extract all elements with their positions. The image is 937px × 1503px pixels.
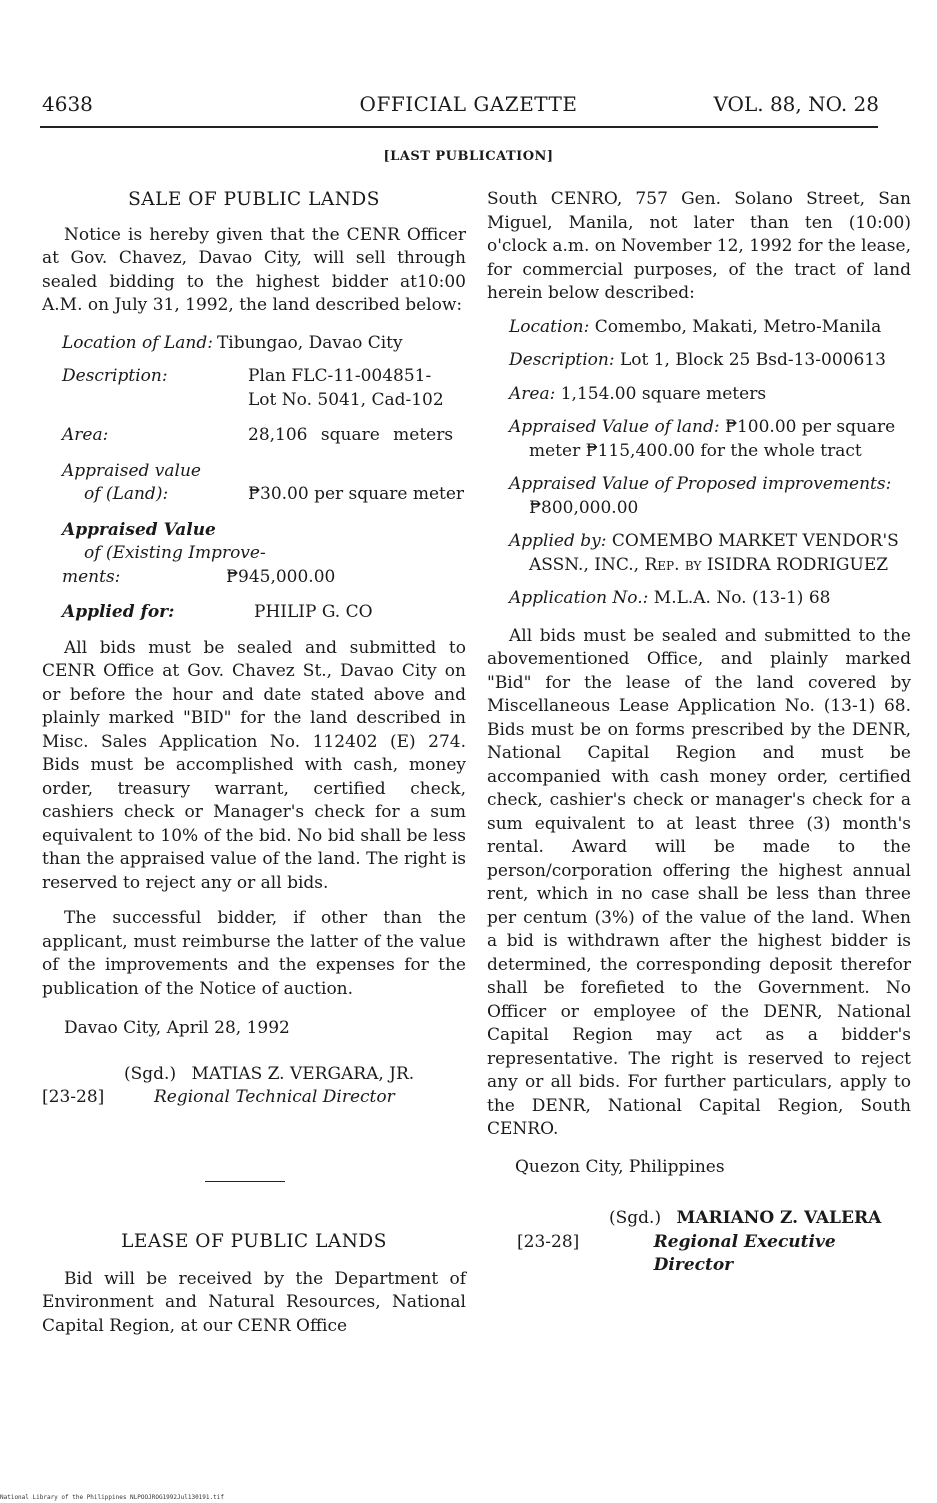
lease-description-row (487, 349, 911, 373)
lease-paragraph-1: All bids must be sealed and submitted to the abovementioned Office, and plainly marked "Bid" for the lease of the land covered by Miscellaneous Lease Application No. (13-1) 68. Bids must be on forms prescribed by the DENR, National Capital Region and must be accompanied with cash money order, certified check, cashier's check or manager's check for a sum equivalent to at least three (3) month's rental. Award will be made to the person/corporation offering the highest annual rent, which in no case shall be less than three per centum (3%) of the value of the land. When a bid is withdrawn after the highest bidder is determined, the corresponding deposit therefor shall be forefieted to the Government. No Officer or employee of the DENR, National Capital Region may act as a bidder's representative. The right is reserved to reject any or all bids. For further particulars, apply to the DENR, National Capital Region, South CENRO. (487, 625, 911, 1139)
lease-applied-row (487, 530, 911, 577)
sale-appraised-land-value: ₱30.00 per square meter (248, 484, 465, 504)
sale-appraised-land-label1: Appraised value (62, 460, 201, 481)
sale-signer: MATIAS Z. VERGARA, JR. (191, 1063, 415, 1084)
sale-appraised-land-row (42, 460, 466, 507)
last-publication-banner: [LAST PUBLICATION] (383, 149, 554, 164)
sale-title: SALE OF PUBLIC LANDS (128, 189, 380, 210)
lease-signer: MARIANO Z. VALERA (676, 1208, 882, 1228)
lease-appraised-land-value: ₱100.00 per square meter ₱115,400.00 for the whole tract (529, 417, 896, 461)
sale-paragraph-2: The successful bidder, if other than the applicant, must reimburse the latter of the value of the improvements and the expenses for the publication of the Notice of auction. (42, 908, 466, 999)
sale-location-value: Tibungao, Davao City (216, 332, 403, 353)
lease-applied-value: COMEMBO MARKET VENDOR'S ASSN., INC., Rep. by ISIDRA RODRIGUEZ (529, 531, 899, 575)
sale-location-label: Location of Land: (62, 332, 213, 353)
sale-signature-line (42, 1063, 466, 1087)
lease-applied-label: Applied by: (509, 531, 607, 551)
scan-footer: National Library of the Philippines NLPOOJROG1992Jul130191.tif (0, 1494, 224, 1501)
lease-intro-right: South CENRO, 757 Gen. Solano Street, San Miguel, Manila, not later than ten (10:00) o'clock a.m. on November 12, 1992 for the lease, for commercial purposes, of the tract of land herein below described: (487, 189, 911, 303)
lease-application-value: M.L.A. No. (13-1) 68 (653, 588, 831, 608)
sale-area-row (42, 424, 466, 448)
sale-intro: Notice is hereby given that the CENR Officer at Gov. Chavez, Davao City, will sell through sealed bidding to the highest bidder at10:00 A.M. on July 31, 1992, the land described below: (42, 224, 466, 315)
sale-appraised-improv-label3: ments: (62, 566, 121, 587)
sale-area-value: 28,106 square meters (248, 425, 454, 445)
lease-area-row (487, 383, 911, 407)
sale-appraised-improv-row (42, 519, 466, 590)
lease-description-label: Description: (509, 350, 615, 370)
lease-appraised-land-label: Appraised Value of land: (509, 417, 720, 437)
sale-applied-label: Applied for: (62, 602, 175, 622)
sale-description-row (42, 365, 466, 412)
lease-application-row (487, 587, 911, 611)
lease-signature-line (487, 1207, 911, 1231)
lease-appraised-improv-label: Appraised Value of Proposed improvements: (509, 474, 892, 494)
lease-location-row (487, 316, 911, 340)
lease-intro-left: Bid will be received by the Department of Environment and Natural Resources, National Capital Region, at our CENR Office (42, 1268, 466, 1336)
lease-appraised-improv-value: ₱800,000.00 (529, 497, 639, 518)
volume-number: VOL. 88, NO. 28 (713, 92, 879, 116)
sale-description-label: Description: (62, 366, 168, 386)
lease-ref: [23-28] (517, 1231, 580, 1252)
sale-location-row (42, 332, 466, 356)
lease-application-label: Application No.: (509, 588, 649, 608)
lease-place: Quezon City, Philippines (515, 1156, 725, 1177)
sale-appraised-improv-label1: Appraised Value (62, 519, 216, 540)
page-number: 4638 (42, 92, 93, 116)
sale-applied-value: PHILIP G. CO (254, 602, 373, 622)
sale-signature-title-line (42, 1086, 466, 1110)
lease-area-label: Area: (509, 383, 556, 404)
sale-appraised-land-label2: of (Land): (84, 484, 169, 504)
section-divider (205, 1181, 285, 1182)
sale-section (42, 188, 466, 1110)
sale-appraised-improv-value: ₱945,000.00 (226, 566, 336, 587)
lease-location-label: Location: (509, 316, 590, 337)
sale-applied-row (42, 601, 466, 625)
lease-signer-title: Regional Executive Director (653, 1231, 836, 1275)
lease-signature-title-line (487, 1231, 911, 1278)
lease-appraised-land-row (487, 416, 911, 463)
sale-description-value (248, 365, 444, 412)
lease-area-value: 1,154.00 square meters (560, 383, 767, 404)
lease-section-start (42, 1230, 466, 1338)
sale-sgd: (Sgd.) (124, 1063, 177, 1084)
sale-signer-title: Regional Technical Director (154, 1087, 395, 1107)
publication-title: OFFICIAL GAZETTE (359, 92, 578, 116)
sale-ref: [23-28] (42, 1087, 105, 1107)
sale-place-date: Davao City, April 28, 1992 (64, 1018, 290, 1038)
lease-appraised-improv-row (487, 473, 911, 520)
sale-area-label: Area: (62, 425, 109, 445)
lease-section-continued (487, 188, 911, 1278)
lease-location-value: Comembo, Makati, Metro-Manila (594, 316, 882, 337)
sale-paragraph-1: All bids must be sealed and submitted to CENR Office at Gov. Chavez St., Davao City on or before the hour and date stated above and plainly marked "BID" for the land described in Misc. Sales Application No. 112402 (E) 274. Bids must be accomplished with cash, money order, treasury warrant, certified check, cashiers check or Manager's check for a sum equivalent to 10% of the bid. No bid shall be less than the appraised value of the land. The right is reserved to reject any or all bids. (42, 637, 466, 893)
sale-description-line1: Plan FLC-11-004851- (248, 366, 432, 386)
lease-title: LEASE OF PUBLIC LANDS (121, 1231, 387, 1252)
lease-description-value: Lot 1, Block 25 Bsd-13-000613 (619, 350, 886, 370)
lease-sgd: (Sgd.) (609, 1208, 662, 1228)
header-rule (40, 126, 878, 128)
sale-description-line2: Lot No. 5041, Cad-102 (248, 389, 444, 410)
sale-appraised-improv-label2: of (Existing Improve- (84, 543, 266, 563)
